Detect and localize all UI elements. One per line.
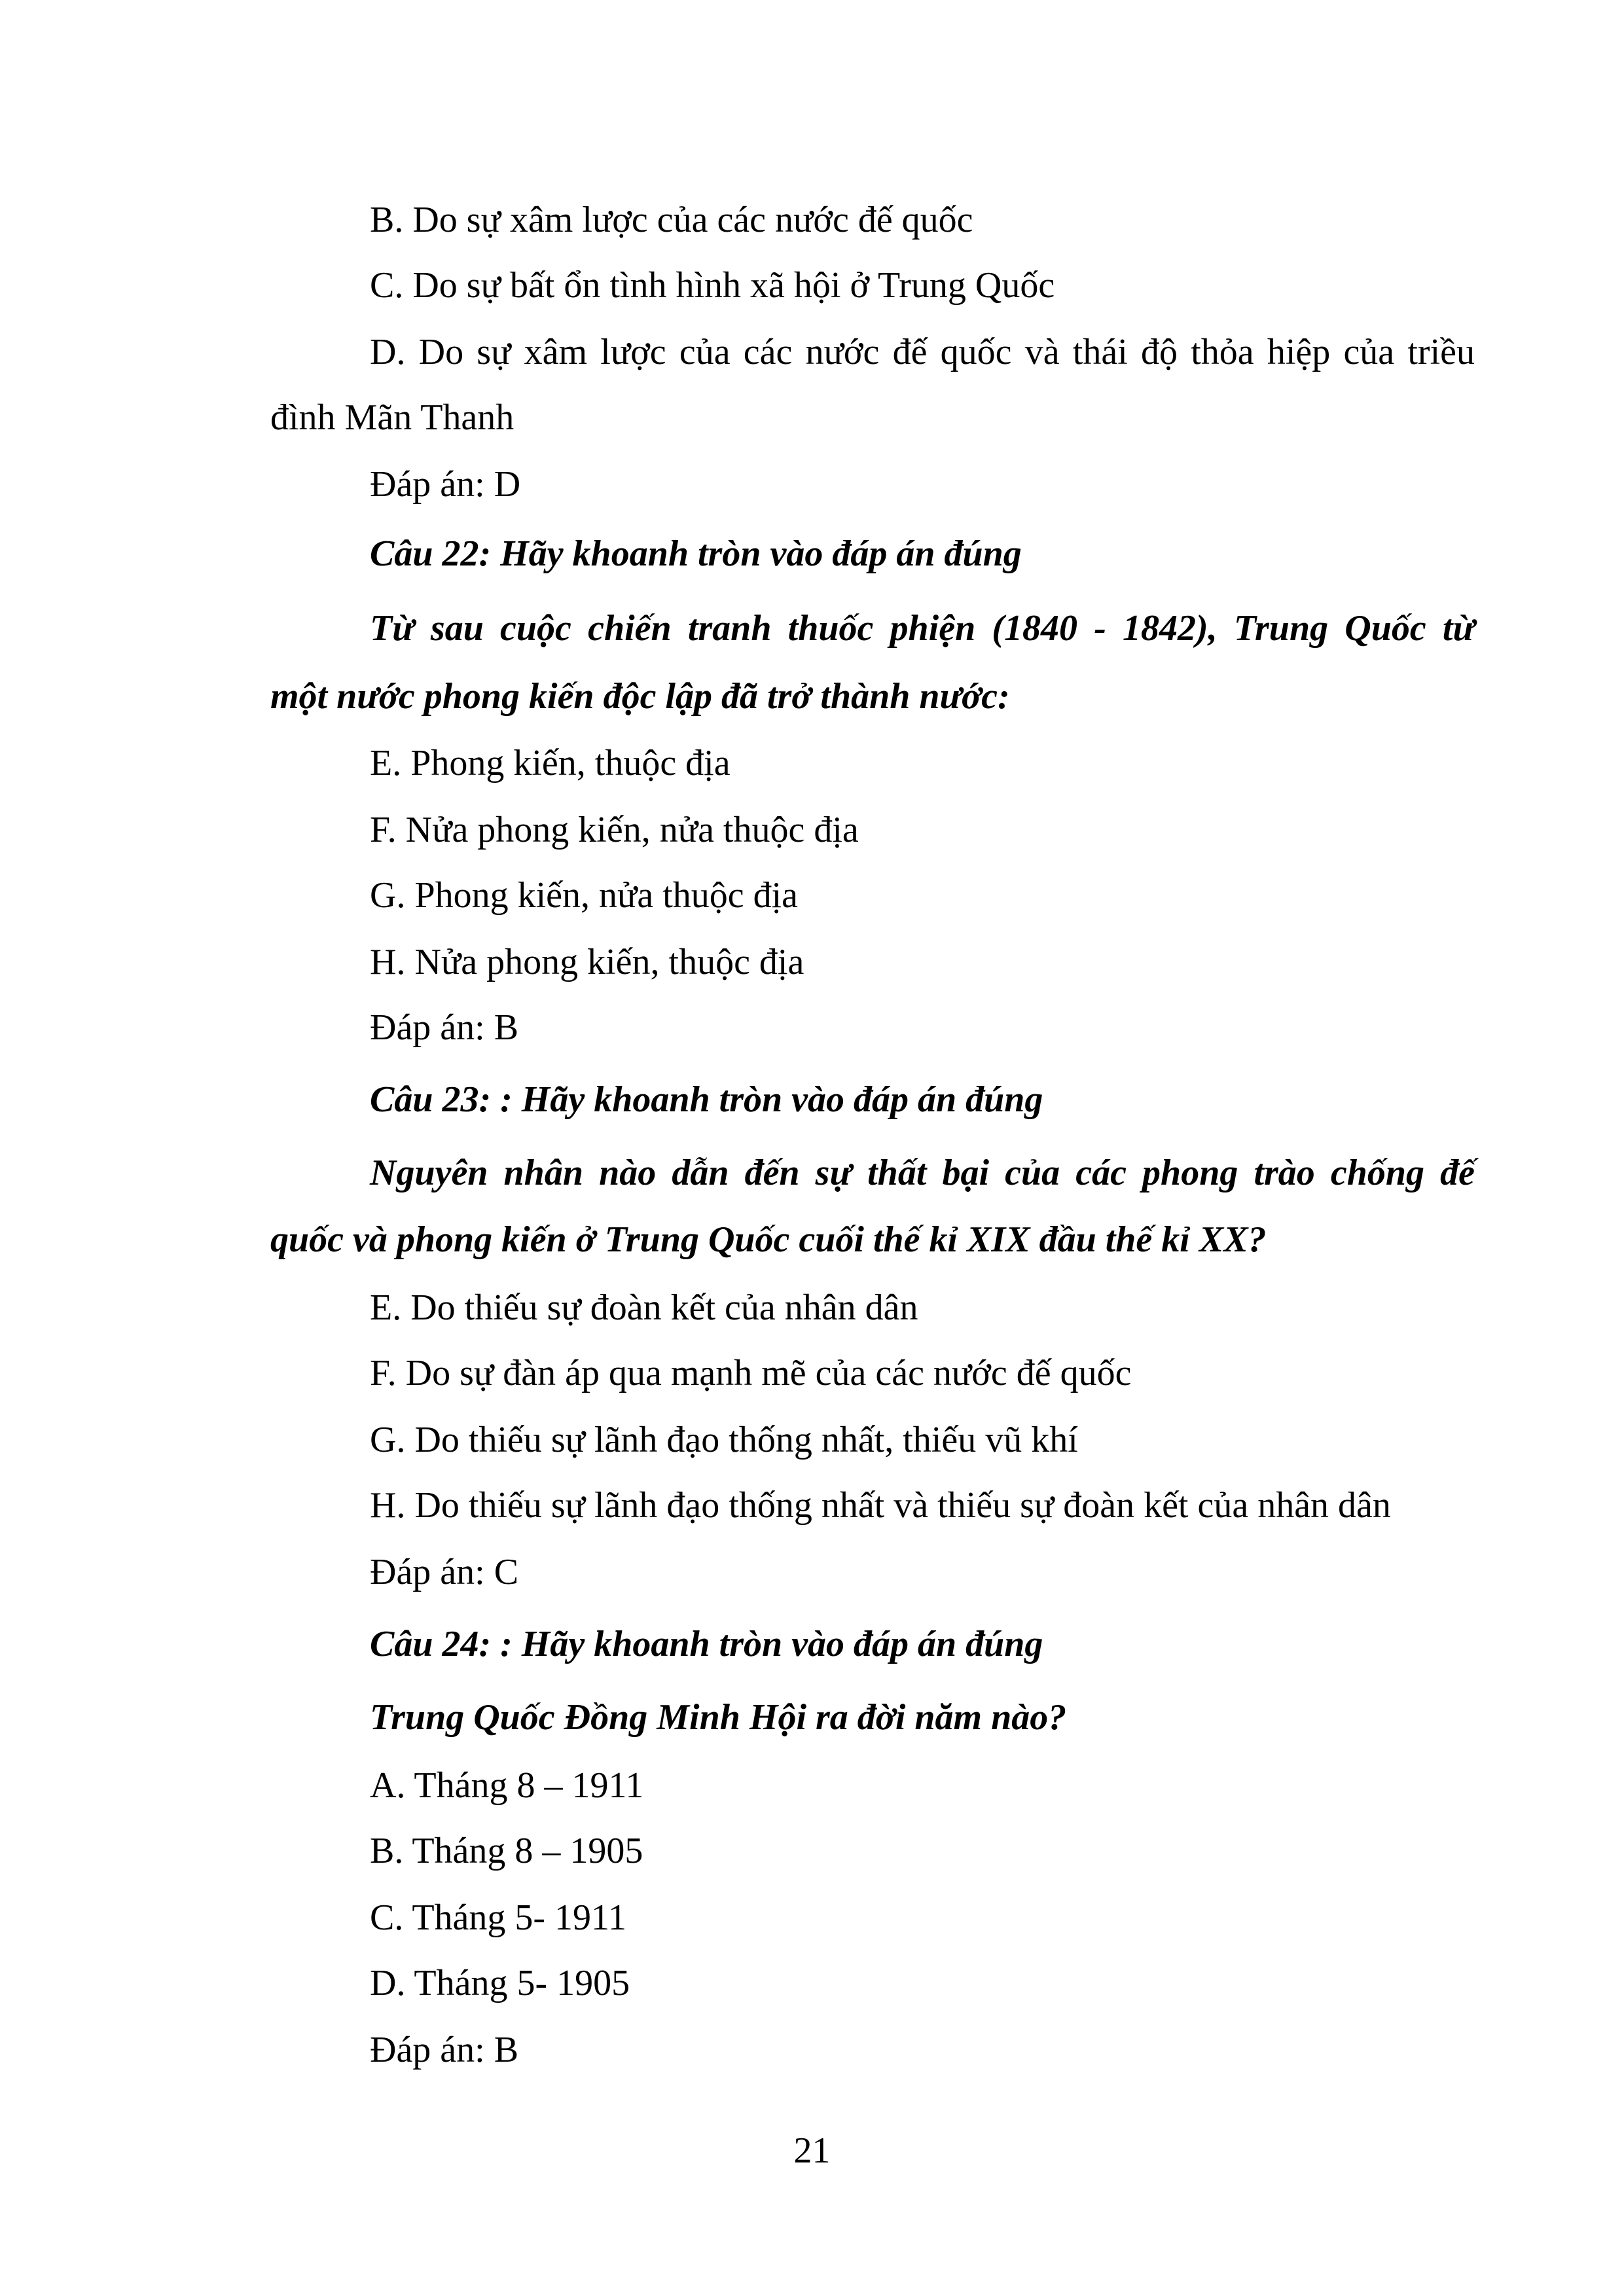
q22-heading: Câu 22: Hãy khoanh tròn vào đáp án đúng <box>370 533 1022 574</box>
q22-option-g: G. Phong kiến, nửa thuộc địa <box>370 875 799 916</box>
q22-option-h: H. Nửa phong kiến, thuộc địa <box>370 942 804 982</box>
q23-question-line2: quốc và phong kiến ở Trung Quốc cuối thế kỉ XIX đầu thế kỉ XX? <box>270 1219 1267 1260</box>
prev-answer: Đáp án: D <box>370 464 521 505</box>
q23-option-f: F. Do sự đàn áp qua mạnh mẽ của các nước đế quốc <box>370 1353 1132 1393</box>
q22-question-line2: một nước phong kiến độc lập đã trở thành nước: <box>270 676 1010 717</box>
q24-heading: Câu 24: : Hãy khoanh tròn vào đáp án đúng <box>370 1624 1043 1664</box>
q23-option-e: E. Do thiếu sự đoàn kết của nhân dân <box>370 1287 918 1328</box>
q22-option-f: F. Nửa phong kiến, nửa thuộc địa <box>370 810 859 850</box>
q24-question: Trung Quốc Đồng Minh Hội ra đời năm nào? <box>370 1697 1067 1738</box>
q22-answer: Đáp án: B <box>370 1007 519 1048</box>
q24-option-c: C. Tháng 5- 1911 <box>370 1897 626 1938</box>
prev-option-d-line1: D. Do sự xâm lược của các nước đế quốc và thái độ thỏa hiệp của triều <box>370 332 1475 372</box>
q24-option-d: D. Tháng 5- 1905 <box>370 1963 630 2003</box>
q24-option-b: B. Tháng 8 – 1905 <box>370 1831 643 1871</box>
prev-option-b: B. Do sự xâm lược của các nước đế quốc <box>370 200 973 240</box>
q24-answer: Đáp án: B <box>370 2030 519 2070</box>
q23-option-h: H. Do thiếu sự lãnh đạo thống nhất và thiếu sự đoàn kết của nhân dân <box>370 1485 1391 1526</box>
q23-option-g: G. Do thiếu sự lãnh đạo thống nhất, thiếu vũ khí <box>370 1420 1078 1460</box>
q24-option-a: A. Tháng 8 – 1911 <box>370 1765 644 1806</box>
q22-option-e: E. Phong kiến, thuộc địa <box>370 743 731 783</box>
q23-answer: Đáp án: C <box>370 1552 519 1592</box>
prev-option-c: C. Do sự bất ổn tình hình xã hội ở Trung Quốc <box>370 265 1055 306</box>
q22-question-line1: Từ sau cuộc chiến tranh thuốc phiện (1840 - 1842), Trung Quốc từ <box>370 608 1475 649</box>
page-number: 21 <box>793 2130 831 2171</box>
q23-heading: Câu 23: : Hãy khoanh tròn vào đáp án đúng <box>370 1079 1043 1120</box>
prev-option-d-line2: đình Mãn Thanh <box>270 397 514 438</box>
q23-question-line1: Nguyên nhân nào dẫn đến sự thất bại của các phong trào chống đế <box>370 1153 1475 1193</box>
